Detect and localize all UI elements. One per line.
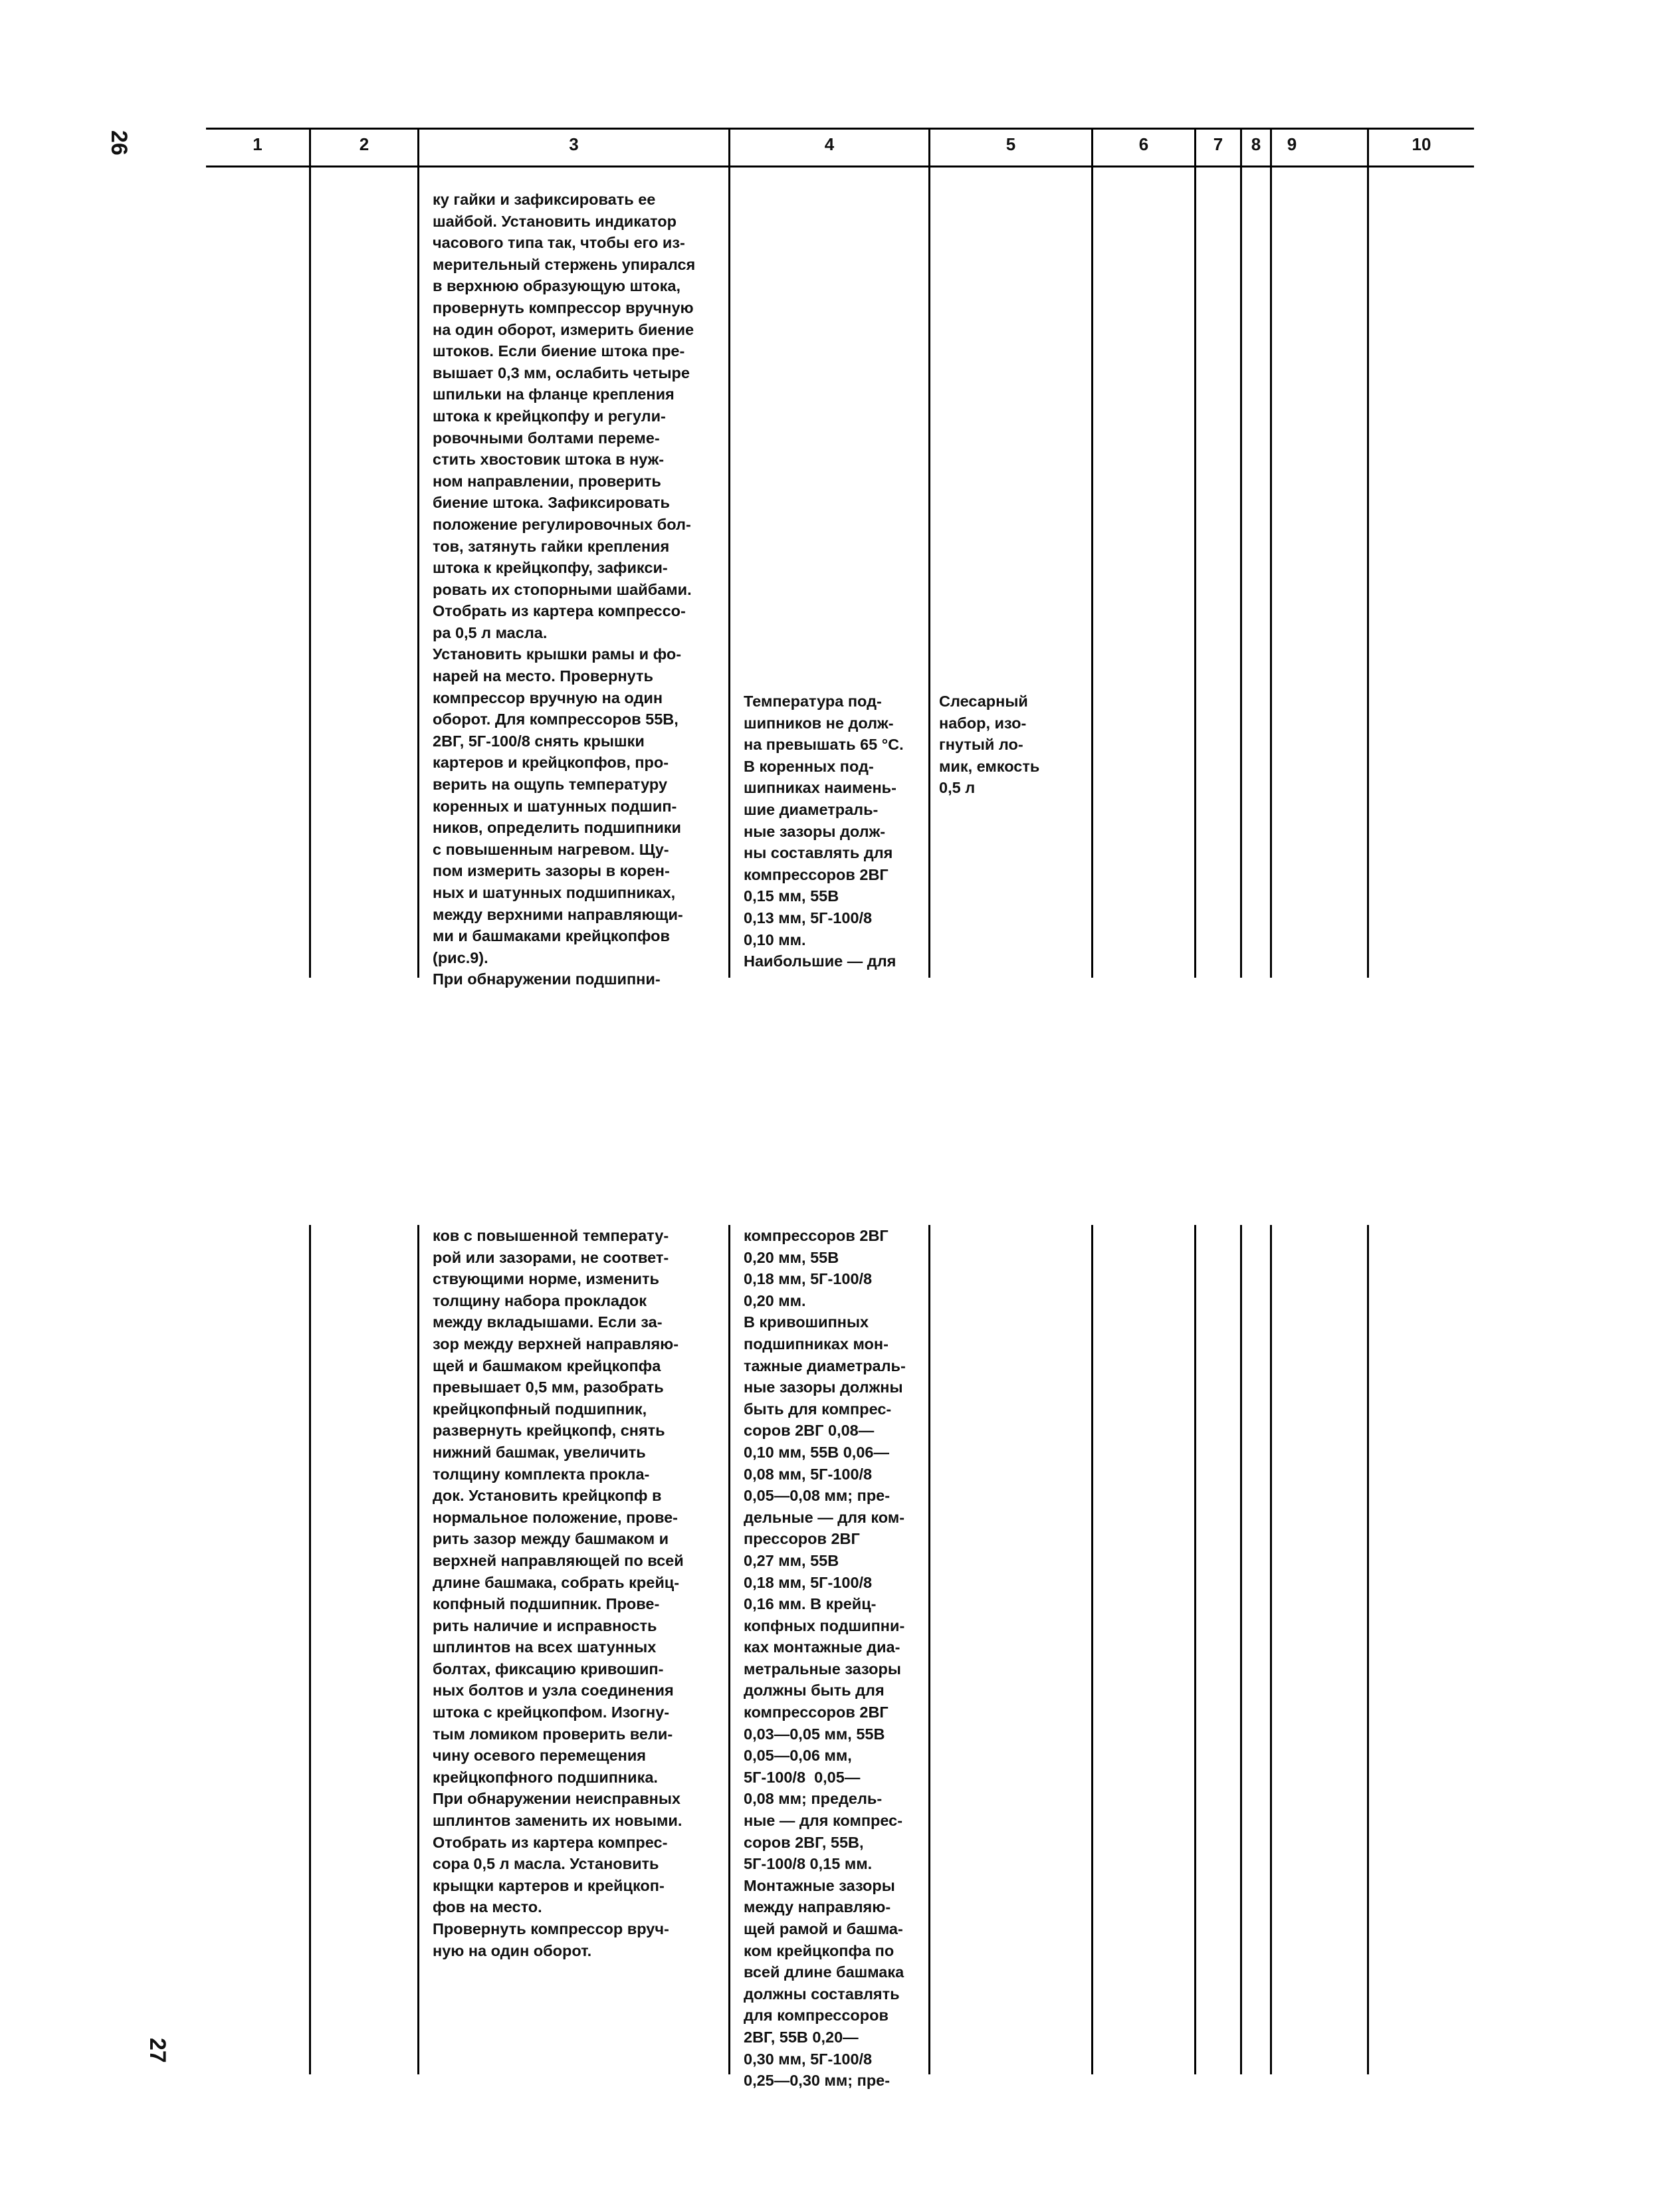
block1-col-rule [309, 165, 311, 978]
block1-col4-text: Температура под- шипников не долж- на превышать 65 °С. В коренных под- шипниках наимень- шие диаметраль- ные зазоры долж- ны составлять для компрессоров 2ВГ 0,15 мм, 55В 0,13 мм, 5Г-100/8 0,10 мм. Наибольшие — для [744, 693, 904, 970]
block1-col-rule [1270, 165, 1272, 978]
block2-col-rule [1091, 1225, 1093, 2074]
page-number-top: 26 [106, 130, 132, 156]
table-top-rule [206, 128, 1474, 130]
table-header-rule [206, 165, 1474, 167]
block2-col-rule [928, 1225, 930, 2074]
column-header-2: 2 [359, 134, 369, 154]
block2-col-rule [1367, 1225, 1369, 2074]
block1-col5-text: Слесарный набор, изо- гнутый ло- мик, емкость 0,5 л [939, 693, 1040, 797]
page-number-bottom: 27 [145, 2038, 170, 2063]
block2-col4-text: компрессоров 2ВГ 0,20 мм, 55В 0,18 мм, 5Г-100/8 0,20 мм. В кривошипных подшипниках мон- тажные диаметраль- ные зазоры должны быть для компрес- соров 2ВГ 0,08— 0,10 мм, 55В 0,06— 0,08 мм, 5Г-100/8 0,05—0,08 мм; пре- дельные — для ком- прессоров 2ВГ 0,27 мм, 55В 0,18 мм, 5Г-100/8 0,16 мм. В крейц- копфных подшипни- ках монтажные диа- метральные зазоры должны быть для компрессоров 2ВГ 0,03—0,05 мм, 55В 0,05—0,06 мм, 5Г-100/8 0,05— 0,08 мм; предель- ные — для компрес- соров 2ВГ, 55В, 5Г-100/8 0,15 мм. Монтажные зазоры между направляю- щей рамой и башма- ком крейцкопфа по всей длине башмака должны составлять для компрессоров 2ВГ, 55В 0,20— 0,30 мм, 5Г-100/8 0,25—0,30 мм; пре- [744, 1227, 906, 2090]
column-header-8: 8 [1251, 134, 1261, 154]
block1-col-rule [928, 165, 930, 978]
block1-col-rule [1194, 165, 1196, 978]
column-header-10: 10 [1412, 134, 1431, 154]
block1-col3-text: ку гайки и зафиксировать ее шайбой. Установить индикатор часового типа так, чтобы его из- мерительный стержень упирался в верхнюю образующую штока, провернуть компрессор вручную на один оборот, измерить биение штоков. Если биение штока пре- вышает 0,3 мм, ослабить четыре шпильки на фланце крепления штока к крейцкопфу и регули- ровочными болтами переме- стить хвостовик штока в нуж- ном направлении, проверить биение штока. Зафиксировать положение регулировочных бол- тов, затянуть гайки крепления штока к крейцкопфу, зафикси- ровать их стопорными шайбами. Отобрать из картера компрессо- ра 0,5 л масла. Установить крышки рамы и фо- нарей на место. Провернуть компрессор вручную на один оборот. Для компрессоров 55В, 2ВГ, 5Г-100/8 снять крышки картеров и крейцкопфов, про- верить на ощупь температуру коренных и шатунных подшип- ников, определить подшипники с повышенным нагревом. Щу- пом измерить зазоры в корен- ных и шатунных подшипниках, между верхними направляющи- ми и башмаками крейцкопфов (рис.9). При обнаружении подшипни- [433, 191, 696, 988]
column-header-9: 9 [1287, 134, 1297, 154]
block1-col-rule [1367, 165, 1369, 978]
block2-col3-text: ков с повышенной температу- рой или зазорами, не соответ- ствующими норме, изменить толщину набора прокладок между вкладышами. Если за- зор между верхней направляю- щей и башмаком крейцкопфа превышает 0,5 мм, разобрать крейцкопфный подшипник, развернуть крейцкопф, снять нижний башмак, увеличить толщину комплекта прокла- док. Установить крейцкопф в нормальное положение, прове- рить зазор между башмаком и верхней направляющей по всей длине башмака, собрать крейц- копфный подшипник. Прове- рить наличие и исправность шплинтов на всех шатунных болтах, фиксацию кривошип- ных болтов и узла соединения штока с крейцкопфом. Изогну- тым ломиком проверить вели- чину осевого перемещения крейцкопфного подшипника. При обнаружении неисправных шплинтов заменить их новыми. Отобрать из картера компрес- сора 0,5 л масла. Установить крыщки картеров и крейцкоп- фов на место. Провернуть компрессор вруч- ную на один оборот. [433, 1227, 684, 1959]
block2-col-rule [1194, 1225, 1196, 2074]
column-header-3: 3 [569, 134, 579, 154]
block2-col-rule [417, 1225, 419, 2074]
block2-col-rule [1270, 1225, 1272, 2074]
column-header-5: 5 [1005, 134, 1016, 154]
column-header-4: 4 [824, 134, 835, 154]
block1-col-rule [1240, 165, 1242, 978]
column-header-7: 7 [1213, 134, 1223, 154]
block2-col-rule [728, 1225, 730, 2074]
block1-col-rule [1091, 165, 1093, 978]
block1-col-rule [417, 165, 419, 978]
block2-col-rule [309, 1225, 311, 2074]
column-header-6: 6 [1138, 134, 1149, 154]
block1-col-rule [728, 165, 730, 978]
block2-col-rule [1240, 1225, 1242, 2074]
column-header-1: 1 [253, 134, 262, 154]
